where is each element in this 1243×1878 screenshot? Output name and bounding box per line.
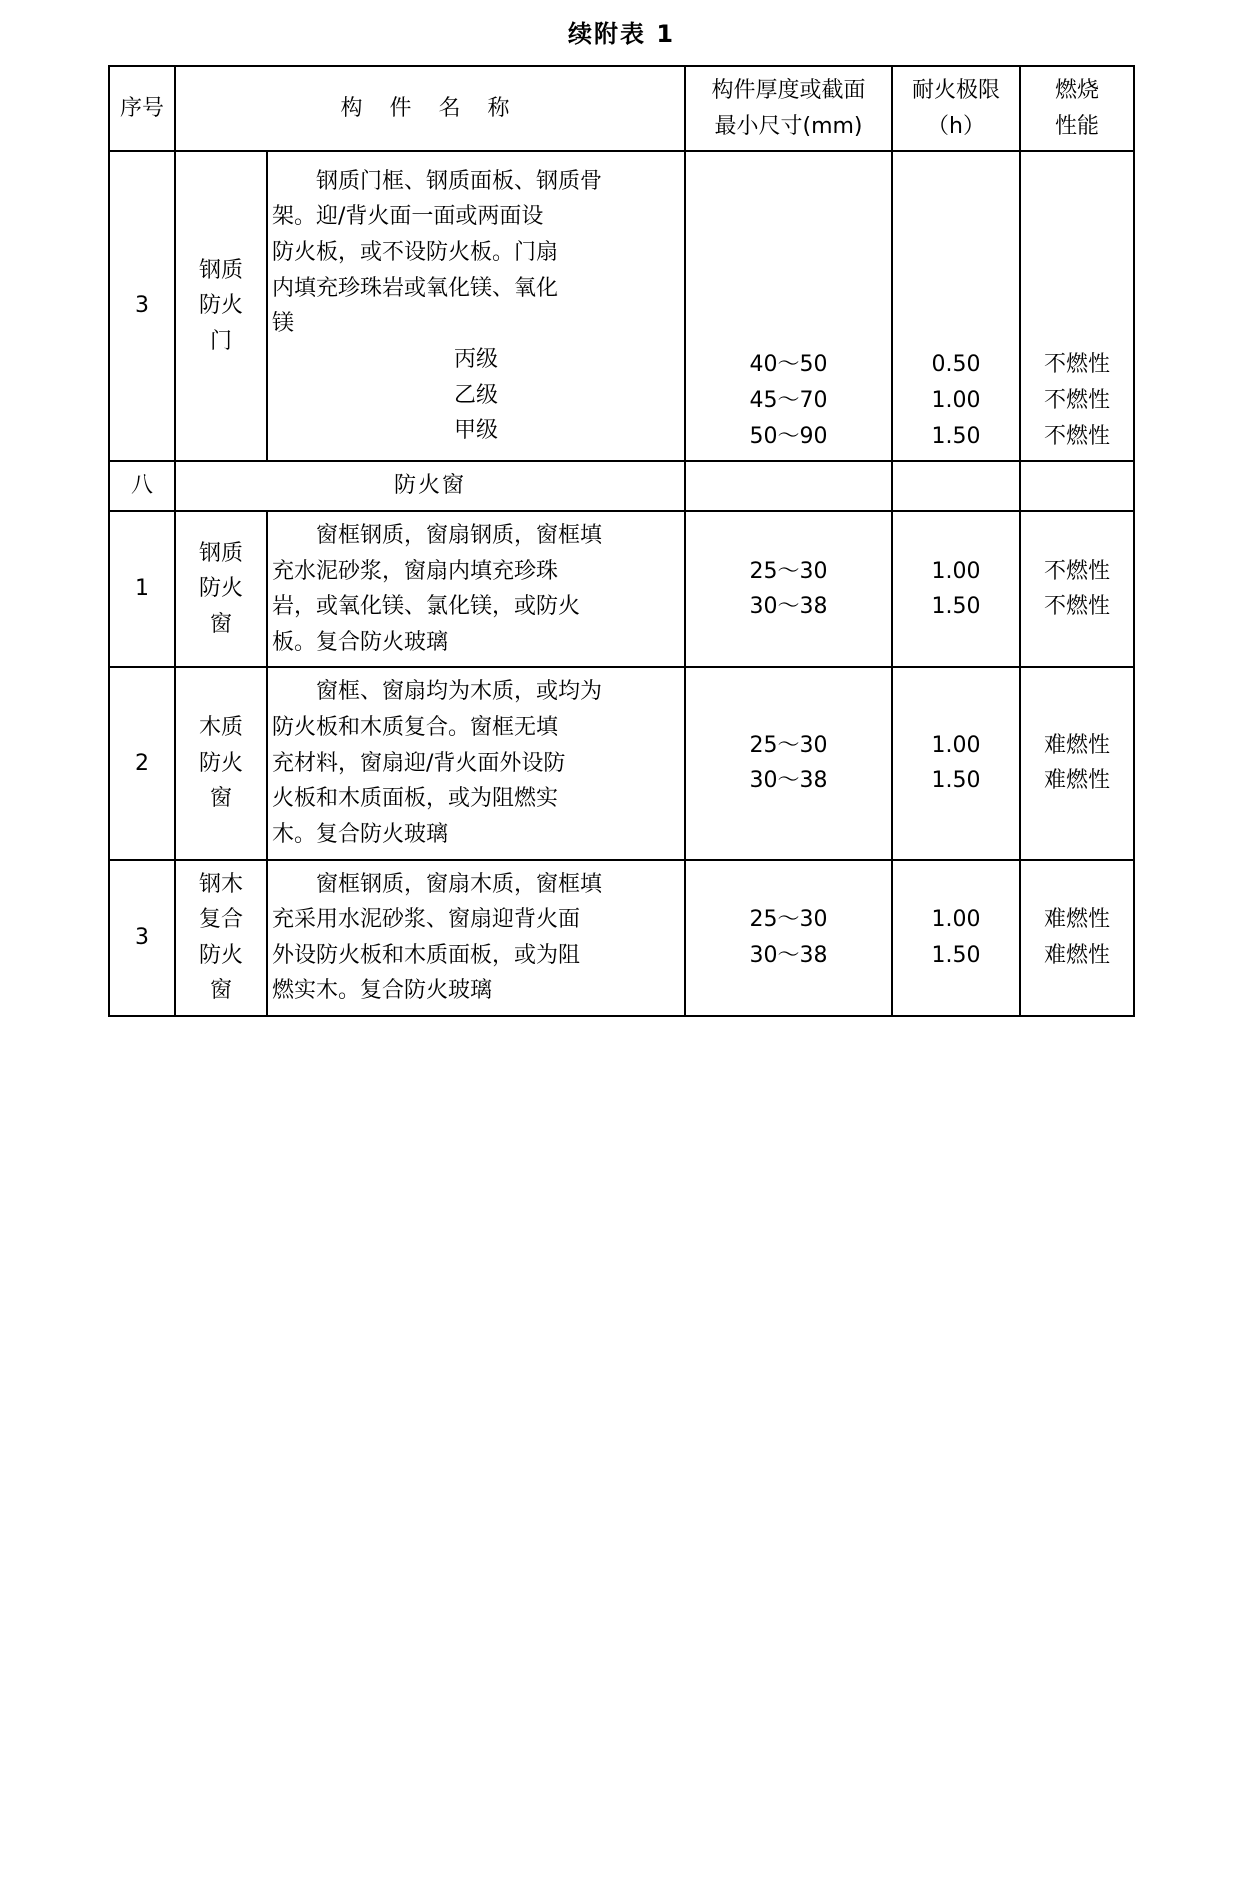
burn-value: 难燃性 — [1043, 732, 1110, 758]
row-limit — [892, 511, 1020, 668]
description-line: 窗框钢质，窗扇木质，窗框填 — [315, 871, 602, 897]
header-col-no: 序号 — [109, 66, 175, 151]
grade-label: 乙级 — [453, 382, 498, 408]
burn-value: 不燃性 — [1043, 594, 1110, 620]
description-line: 充采用水泥砂浆、窗扇迎背火面 — [271, 907, 580, 933]
thickness-value: 25～30 — [749, 907, 828, 933]
description-line: 充材料，窗扇迎/背火面外设防 — [271, 750, 566, 776]
limit-value: 1.00 — [931, 907, 981, 933]
limit-value: 1.00 — [931, 558, 981, 584]
row-no: 1 — [109, 511, 175, 668]
row-subcategory-line: 防火 — [198, 942, 243, 968]
row-description — [267, 667, 685, 859]
description-line: 燃实木。复合防火玻璃 — [271, 978, 492, 1004]
row-thickness — [685, 151, 892, 461]
row-limit — [892, 151, 1020, 461]
row-description — [267, 860, 685, 1017]
description-line: 木。复合防火玻璃 — [271, 821, 448, 847]
burn-value: 不燃性 — [1043, 558, 1110, 584]
description-line: 火板和木质面板，或为阻燃实 — [271, 786, 558, 812]
row-subcategory-line: 复合 — [198, 907, 243, 933]
header-burn-line2: 性能 — [1054, 113, 1099, 139]
burn-value: 难燃性 — [1043, 907, 1110, 933]
table-section-row — [109, 461, 1134, 511]
thickness-value: 30～38 — [749, 594, 828, 620]
row-thickness — [685, 511, 892, 668]
row-subcategory-line: 钢质 — [198, 540, 243, 566]
thickness-value: 30～38 — [749, 942, 828, 968]
thickness-value: 40～50 — [749, 352, 828, 378]
row-subcategory-line: 门 — [209, 329, 232, 355]
row-subcategory-line: 窗 — [209, 978, 232, 1004]
description-line: 窗框、窗扇均为木质，或均为 — [315, 679, 602, 705]
thickness-value: 30～38 — [749, 768, 828, 794]
description-line: 外设防火板和木质面板，或为阻 — [271, 942, 580, 968]
row-limit — [892, 667, 1020, 859]
thickness-value: 25～30 — [749, 732, 828, 758]
row-subcategory — [175, 860, 267, 1017]
limit-value: 1.50 — [931, 423, 981, 449]
section-name: 防火窗 — [175, 461, 685, 511]
row-subcategory-line: 防火 — [198, 293, 243, 319]
thickness-value: 45～70 — [749, 388, 828, 414]
row-burn — [1020, 151, 1134, 461]
burn-value: 不燃性 — [1043, 423, 1110, 449]
limit-value: 1.50 — [931, 768, 981, 794]
description-line: 板。复合防火玻璃 — [271, 629, 448, 655]
description-line: 钢质门框、钢质面板、钢质骨 — [315, 168, 602, 194]
row-burn — [1020, 860, 1134, 1017]
header-burn-line1: 燃烧 — [1054, 78, 1099, 103]
description-line: 岩，或氧化镁、氯化镁，或防火 — [271, 594, 580, 620]
grade-label: 丙级 — [453, 346, 498, 372]
row-subcategory-line: 钢木 — [198, 871, 243, 897]
description-line: 内填充珍珠岩或氧化镁、氧化 — [271, 275, 558, 301]
header-limit-line2: （h） — [927, 113, 985, 139]
description-line: 镁 — [271, 311, 294, 337]
burn-value: 难燃性 — [1043, 768, 1110, 794]
table-row — [109, 860, 1134, 1017]
row-description — [267, 151, 685, 461]
limit-value: 0.50 — [931, 352, 981, 378]
header-thickness-line2: 最小尺寸(mm) — [714, 113, 863, 139]
row-subcategory — [175, 151, 267, 461]
row-limit — [892, 860, 1020, 1017]
header-col-burn — [1020, 66, 1134, 151]
row-subcategory — [175, 667, 267, 859]
thickness-value: 50～90 — [749, 423, 828, 449]
row-subcategory-line: 钢质 — [198, 257, 243, 283]
table-row — [109, 667, 1134, 859]
header-limit-line1: 耐火极限 — [911, 78, 1000, 103]
burn-value: 不燃性 — [1043, 388, 1110, 414]
section-burn — [1020, 461, 1134, 511]
row-subcategory-line: 窗 — [209, 611, 232, 637]
description-line: 防火板，或不设防火板。门扇 — [271, 240, 558, 265]
thickness-value: 25～30 — [749, 558, 828, 584]
row-subcategory-line: 木质 — [198, 715, 243, 741]
section-thickness — [685, 461, 892, 511]
section-no: 八 — [109, 461, 175, 511]
description-line: 防火板和木质复合。窗框无填 — [271, 715, 558, 741]
burn-value: 难燃性 — [1043, 942, 1110, 968]
row-thickness — [685, 667, 892, 859]
row-subcategory — [175, 511, 267, 668]
description-line: 窗框钢质，窗扇钢质，窗框填 — [315, 522, 602, 548]
limit-value: 1.50 — [931, 594, 981, 620]
fire-resistance-table — [108, 65, 1135, 1017]
row-no: 3 — [109, 860, 175, 1017]
description-line: 充水泥砂浆，窗扇内填充珍珠 — [271, 558, 558, 584]
table-header-row — [109, 66, 1134, 151]
row-no: 2 — [109, 667, 175, 859]
page-title: 续附表 1 — [567, 20, 676, 48]
description-line: 架。迎/背火面一面或两面设 — [271, 204, 544, 230]
row-description — [267, 511, 685, 668]
row-thickness — [685, 860, 892, 1017]
row-burn — [1020, 667, 1134, 859]
row-subcategory-line: 防火 — [198, 750, 243, 776]
header-col-component: 构 件 名 称 — [175, 66, 685, 151]
header-col-limit — [892, 66, 1020, 151]
burn-value: 不燃性 — [1043, 352, 1110, 378]
header-thickness-line1: 构件厚度或截面 — [711, 78, 866, 103]
limit-value: 1.00 — [931, 732, 981, 758]
limit-value: 1.50 — [931, 942, 981, 968]
header-col-thickness — [685, 66, 892, 151]
limit-value: 1.00 — [931, 388, 981, 414]
row-subcategory-line: 防火 — [198, 576, 243, 602]
grade-label: 甲级 — [453, 418, 498, 444]
table-row — [109, 511, 1134, 668]
row-no: 3 — [109, 151, 175, 461]
section-limit — [892, 461, 1020, 511]
row-subcategory-line: 窗 — [209, 786, 232, 812]
table-row — [109, 151, 1134, 461]
row-burn — [1020, 511, 1134, 668]
